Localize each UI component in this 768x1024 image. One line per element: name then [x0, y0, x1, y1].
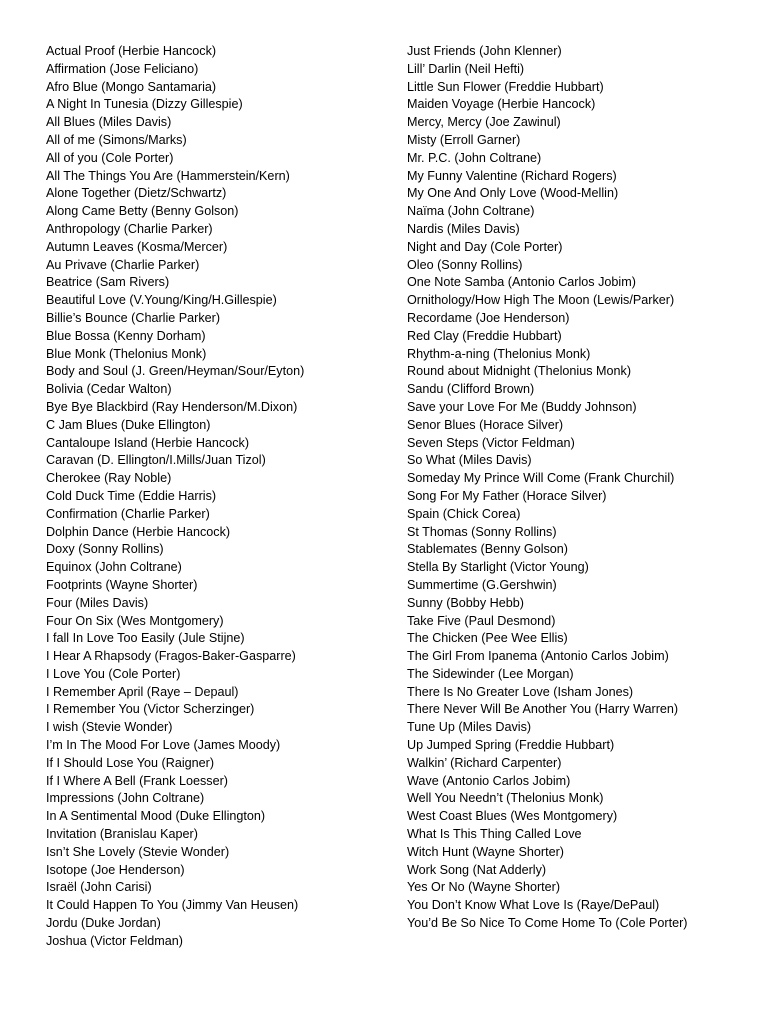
song-entry: Stablemates (Benny Golson) — [407, 542, 569, 557]
song-entry: Isn’t She Lovely (Stevie Wonder) — [46, 844, 230, 859]
song-entry: Cantaloupe Island (Herbie Hancock) — [46, 435, 250, 450]
song-entry: West Coast Blues (Wes Montgomery) — [407, 809, 618, 824]
song-entry: Blue Bossa (Kenny Dorham) — [46, 328, 206, 343]
song-entry: Bolivia (Cedar Walton) — [46, 382, 172, 397]
song-entry: Just Friends (John Klenner) — [407, 44, 562, 58]
song-entry: Blue Monk (Thelonius Monk) — [46, 346, 207, 361]
song-entry: Lill’ Darlin (Neil Hefti) — [407, 61, 525, 76]
song-entry: Save your Love For Me (Buddy Johnson) — [407, 399, 637, 414]
song-entry: Actual Proof (Herbie Hancock) — [46, 44, 217, 58]
song-list-right-column — [407, 43, 757, 933]
song-entry: Maiden Voyage (Herbie Hancock) — [407, 97, 596, 112]
song-entry: Round about Midnight (Thelonius Monk) — [407, 364, 632, 379]
song-entry: Naïma (John Coltrane) — [407, 204, 535, 219]
song-entry: Afro Blue (Mongo Santamaria) — [46, 79, 217, 94]
song-entry: Jordu (Duke Jordan) — [46, 916, 161, 931]
song-entry: All of you (Cole Porter) — [46, 150, 174, 165]
song-entry: I wish (Stevie Wonder) — [46, 720, 173, 735]
song-entry: All Blues (Miles Davis) — [46, 115, 172, 130]
song-entry: Autumn Leaves (Kosma/Mercer) — [46, 239, 228, 254]
song-entry: Ornithology/How High The Moon (Lewis/Parker) — [407, 293, 675, 308]
song-entry: Israël (John Carisi) — [46, 880, 152, 895]
song-entry: Little Sun Flower (Freddie Hubbart) — [407, 79, 604, 94]
song-entry: Spain (Chick Corea) — [407, 506, 521, 521]
song-entry: Bye Bye Blackbird (Ray Henderson/M.Dixon) — [46, 399, 298, 414]
song-entry: Yes Or No (Wayne Shorter) — [407, 880, 561, 895]
song-entry: Walkin’ (Richard Carpenter) — [407, 755, 562, 770]
song-entry: The Sidewinder (Lee Morgan) — [407, 666, 574, 681]
song-entry: Isotope (Joe Henderson) — [46, 862, 185, 877]
song-entry: Oleo (Sonny Rollins) — [407, 257, 523, 272]
song-entry: Joshua (Victor Feldman) — [46, 933, 183, 948]
song-entry: Confirmation (Charlie Parker) — [46, 506, 210, 521]
song-entry: The Girl From Ipanema (Antonio Carlos Jobim) — [407, 649, 669, 664]
song-entry: Red Clay (Freddie Hubbart) — [407, 328, 562, 343]
song-entry: St Thomas (Sonny Rollins) — [407, 524, 557, 539]
song-entry: If I Should Lose You (Raigner) — [46, 755, 215, 770]
song-entry: Invitation (Branislau Kaper) — [46, 827, 198, 842]
song-entry: Stella By Starlight (Victor Young) — [407, 560, 589, 575]
song-list-left-column — [46, 43, 396, 951]
song-entry: I Hear A Rhapsody (Fragos-Baker-Gasparre) — [46, 649, 296, 664]
song-entry: All The Things You Are (Hammerstein/Kern) — [46, 168, 290, 183]
song-entry: Equinox (John Coltrane) — [46, 560, 182, 575]
song-entry: Footprints (Wayne Shorter) — [46, 577, 198, 592]
song-entry: A Night In Tunesia (Dizzy Gillespie) — [46, 97, 243, 112]
song-entry: Impressions (John Coltrane) — [46, 791, 205, 806]
song-entry: Take Five (Paul Desmond) — [407, 613, 556, 628]
song-entry: Someday My Prince Will Come (Frank Churchil) — [407, 471, 675, 486]
song-entry: Anthropology (Charlie Parker) — [46, 221, 213, 236]
song-entry: Up Jumped Spring (Freddie Hubbart) — [407, 738, 615, 753]
song-entry: I Remember April (Raye – Depaul) — [46, 684, 239, 699]
song-entry: Rhythm-a-ning (Thelonius Monk) — [407, 346, 591, 361]
song-entry: Seven Steps (Victor Feldman) — [407, 435, 575, 450]
song-entry: I’m In The Mood For Love (James Moody) — [46, 738, 281, 753]
song-entry: Alone Together (Dietz/Schwartz) — [46, 186, 227, 201]
song-entry: Doxy (Sonny Rollins) — [46, 542, 164, 557]
song-entry: I fall In Love Too Easily (Jule Stijne) — [46, 631, 245, 646]
song-entry: Caravan (D. Ellington/I.Mills/Juan Tizol) — [46, 453, 266, 468]
song-entry: Along Came Betty (Benny Golson) — [46, 204, 239, 219]
song-entry: Misty (Erroll Garner) — [407, 132, 521, 147]
song-entry: Witch Hunt (Wayne Shorter) — [407, 844, 564, 859]
song-entry: It Could Happen To You (Jimmy Van Heusen) — [46, 898, 299, 913]
song-entry: Tune Up (Miles Davis) — [407, 720, 532, 735]
song-entry: Sunny (Bobby Hebb) — [407, 595, 524, 610]
song-entry: Sandu (Clifford Brown) — [407, 382, 535, 397]
song-entry: So What (Miles Davis) — [407, 453, 532, 468]
song-entry: Night and Day (Cole Porter) — [407, 239, 563, 254]
song-entry: Billie’s Bounce (Charlie Parker) — [46, 310, 221, 325]
song-entry: What Is This Thing Called Love — [407, 827, 582, 842]
song-entry: One Note Samba (Antonio Carlos Jobim) — [407, 275, 636, 290]
song-entry: There Is No Greater Love (Isham Jones) — [407, 684, 634, 699]
song-entry: In A Sentimental Mood (Duke Ellington) — [46, 809, 266, 824]
song-entry: The Chicken (Pee Wee Ellis) — [407, 631, 568, 646]
song-entry: I Remember You (Victor Scherzinger) — [46, 702, 255, 717]
song-entry: If I Where A Bell (Frank Loesser) — [46, 773, 228, 788]
song-entry: Nardis (Miles Davis) — [407, 221, 520, 236]
song-entry: Cherokee (Ray Noble) — [46, 471, 172, 486]
song-entry: C Jam Blues (Duke Ellington) — [46, 417, 211, 432]
song-entry: Four (Miles Davis) — [46, 595, 149, 610]
song-entry: Dolphin Dance (Herbie Hancock) — [46, 524, 231, 539]
song-entry: Body and Soul (J. Green/Heyman/Sour/Eyton) — [46, 364, 305, 379]
song-entry: Mercy, Mercy (Joe Zawinul) — [407, 115, 561, 130]
song-entry: Summertime (G.Gershwin) — [407, 577, 557, 592]
song-entry: There Never Will Be Another You (Harry Warren) — [407, 702, 679, 717]
song-entry: Au Privave (Charlie Parker) — [46, 257, 200, 272]
song-entry: Beatrice (Sam Rivers) — [46, 275, 170, 290]
song-entry: You Don’t Know What Love Is (Raye/DePaul) — [407, 898, 660, 913]
song-entry: Work Song (Nat Adderly) — [407, 862, 547, 877]
song-entry: Beautiful Love (V.Young/King/H.Gillespie) — [46, 293, 277, 308]
song-entry: Wave (Antonio Carlos Jobim) — [407, 773, 571, 788]
song-entry: All of me (Simons/Marks) — [46, 132, 187, 147]
song-entry: Senor Blues (Horace Silver) — [407, 417, 564, 432]
song-entry: Well You Needn’t (Thelonius Monk) — [407, 791, 604, 806]
song-entry: Song For My Father (Horace Silver) — [407, 488, 607, 503]
song-entry: Affirmation (Jose Feliciano) — [46, 61, 199, 76]
song-entry: Cold Duck Time (Eddie Harris) — [46, 488, 217, 503]
song-entry: Recordame (Joe Henderson) — [407, 310, 570, 325]
song-entry: You’d Be So Nice To Come Home To (Cole Porter) — [407, 916, 688, 931]
song-entry: Four On Six (Wes Montgomery) — [46, 613, 224, 628]
song-entry: Mr. P.C. (John Coltrane) — [407, 150, 542, 165]
song-entry: My Funny Valentine (Richard Rogers) — [407, 168, 617, 183]
song-entry: My One And Only Love (Wood-Mellin) — [407, 186, 619, 201]
song-entry: I Love You (Cole Porter) — [46, 666, 181, 681]
